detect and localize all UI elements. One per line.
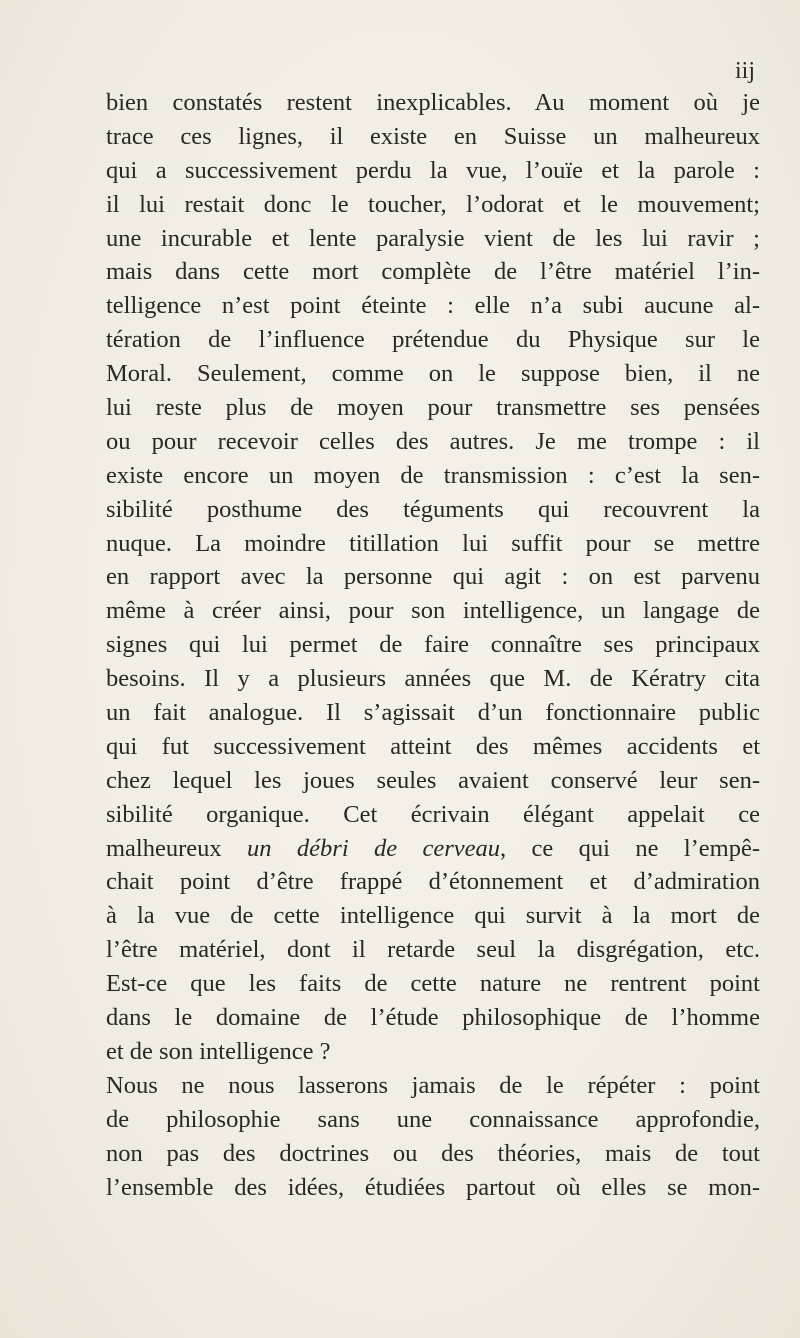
text-line: besoins. Il y a plusieurs années que M. de Kératry cita [106,665,760,693]
text-line: et de son intelligence ? [106,1037,331,1065]
text-line: un fait analogue. Il s’agissait d’un fonctionnaire public [106,699,760,727]
text-line: existe encore un moyen de transmission : c’est la sen- [106,461,760,489]
italic-phrase: un débri de cerveau [247,834,501,862]
text-line: lui reste plus de moyen pour transmettre ses pensées [106,394,760,422]
text-line: nuque. La moindre titillation lui suffit pour se mettre [106,529,760,557]
text-line: il lui restait donc le toucher, l’odorat et le mouvement; [106,190,760,218]
text-line: à la vue de cette intelligence qui survit à la mort de [106,902,760,930]
text-line: l’ensemble des idées, étudiées partout où elles se mon- [106,1173,760,1201]
text-line: chait point d’être frappé d’étonnement et d’admiration [106,868,760,896]
text-line: trace ces lignes, il existe en Suisse un malheureux [106,122,760,150]
text-line: une incurable et lente paralysie vient de les lui ravir ; [106,224,760,252]
text-line: même à créer ainsi, pour son intelligence, un langage de [106,597,760,625]
text-line: signes qui lui permet de faire connaître ses principaux [106,631,760,659]
text-line: bien constatés restent inexplicables. Au moment où je [106,89,760,116]
text-line: sibilité posthume des téguments qui recouvrent la [106,495,760,523]
text-line: de philosophie sans une connaissance approfondie, [106,1105,760,1133]
text-line: en rapport avec la personne qui agit : on est parvenu [106,563,760,591]
text-line: tération de l’influence prétendue du Physique sur le [106,326,760,354]
text-line: dans le domaine de l’étude philosophique de l’homme [106,1004,760,1032]
text-line: Est-ce que les faits de cette nature ne rentrent point [106,970,760,998]
text-line: qui a successivement perdu la vue, l’ouïe et la parole : [106,156,760,184]
text-line: sibilité organique. Cet écrivain élégant appelait ce [106,800,760,828]
text-line: telligence n’est point éteinte : elle n’a subi aucune al- [106,292,760,320]
text-line: chez lequel les joues seules avaient conservé leur sen- [106,766,760,794]
body-text [106,86,760,1204]
text-line: mais dans cette mort complète de l’être matériel l’in- [106,258,760,286]
text-line: Moral. Seulement, comme on le suppose bien, il ne [106,360,760,388]
text-line: non pas des doctrines ou des théories, mais de tout [106,1139,760,1167]
page-number: iij [735,58,756,84]
text-line: qui fut successivement atteint des mêmes accidents et [106,732,760,760]
line-segment: , ce qui ne l’empê- [500,834,761,862]
text-line: l’être matériel, dont il retarde seul la disgrégation, etc. [106,936,760,964]
text-line: Nous ne nous lasserons jamais de le répéter : point [106,1071,760,1099]
line-segment: malheureux [106,834,248,862]
text-line: ou pour recevoir celles des autres. Je me trompe : il [106,427,760,455]
text-line-with-italic [106,832,760,866]
